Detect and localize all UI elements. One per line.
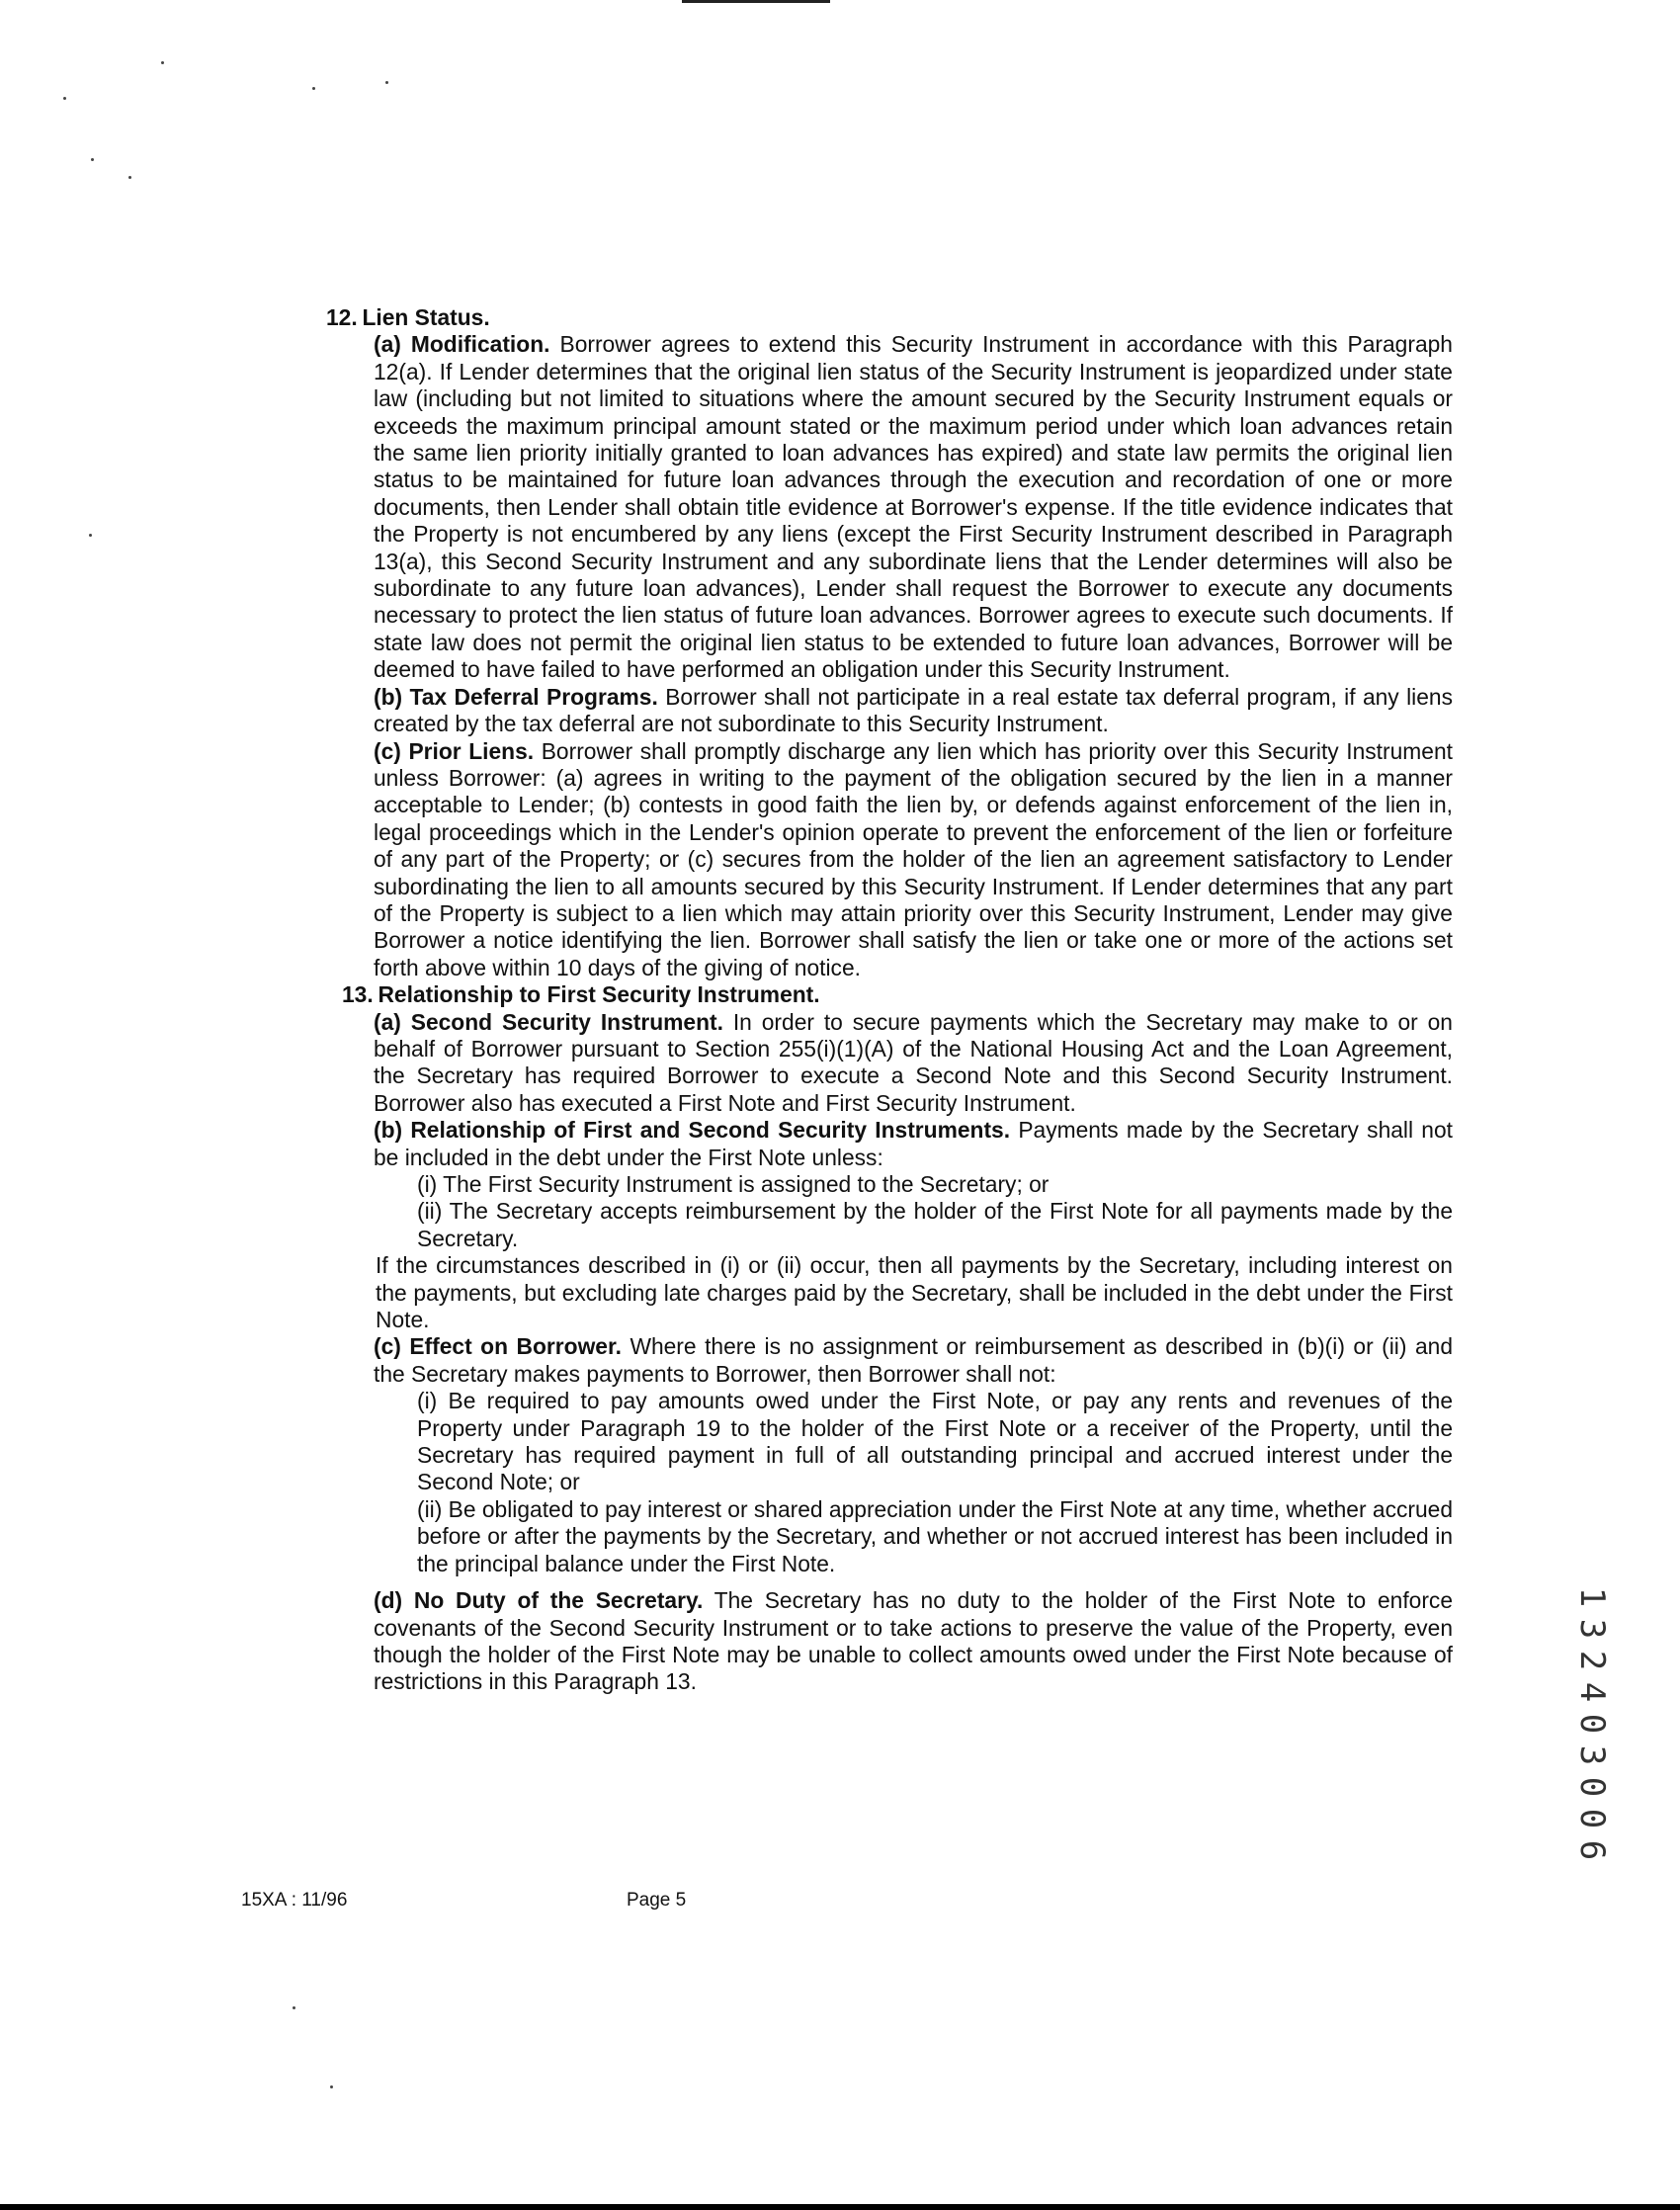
side-stamp-digit: 0 [1572,1808,1612,1829]
scan-artifact-top [682,0,830,3]
section-13d-label: (d) No Duty of the Secretary. [374,1587,704,1614]
scan-speck [312,87,315,90]
scan-speck [385,81,388,84]
section-12b-text: Borrower shall not participate in a real estate tax deferral program, if any liens created by the tax deferral are not subordinate to this Security Instrument. [374,683,1453,737]
section-12-heading [326,304,1453,331]
section-12b-label: (b) Tax Deferral Programs. [374,683,658,710]
section-13a-label: (a) Second Security Instrument. [374,1008,723,1035]
section-13b-after: If the circumstances described in (i) or (ii) occur, then all payments by the Secretary, including interest on the payments, but excluding late charges paid by the Secretary, shall be included in the debt under the First Note. [376,1252,1453,1333]
scan-speck [128,176,131,179]
section-12-number: 12. [326,304,358,330]
section-13b [374,1117,1453,1171]
side-stamp-number [1567,1581,1617,1866]
side-stamp-digit: 6 [1572,1839,1612,1861]
section-13c [374,1333,1453,1388]
form-code: 15XA : 11/96 [241,1890,348,1911]
section-13d-text: The Secretary has no duty to the holder of the First Note to enforce covenants of the Second Security Instrument or to take actions to preserve the value of the Property, even though the holder of the First Note may be unable to collect amounts owed under the First Note because of restrictions in this Paragraph 13. [374,1587,1453,1695]
scan-artifact-bottom [0,2204,1680,2210]
section-13-title: Relationship to First Security Instrument. [378,981,820,1008]
scan-speck [63,97,66,100]
section-13b-label: (b) Relationship of First and Second Security Instruments. [374,1117,1011,1144]
page-number: Page 5 [627,1890,687,1911]
side-stamp-digit: 1 [1572,1586,1612,1608]
section-13b-item-ii: (ii) The Secretary accepts reimbursement by the holder of the First Note for all payments made by the Secretary. [417,1198,1453,1251]
section-12a-text: Borrower agrees to extend this Security Instrument in accordance with this Paragraph 12(a). If Lender determines that the original lien status of the Security Instrument is jeopardized under state law (including but not limited to situations where the amount secured by the Security Instrument equals or exceeds the maximum principal amount stated or the maximum period under which loan advances retain the same lien priority initially granted to loan advances has expired) and state law permits the original lien status to be maintained for future loan advances through the execution and recordation of one or more documents, then Lender shall obtain title evidence at Borrower's expense. If the title evidence indicates that the Property is not encumbered by any liens (except the First Security Instrument described in Paragraph 13(a), this Second Security Instrument and any subordinate liens that the Lender determines will also be subordinate to any future loan advances), Lender shall request the Borrower to execute any documents necessary to protect the lien status of future loan advances. Borrower agrees to execute such documents. If state law does not permit the original lien status to be extended to future loan advances, Borrower will be deemed to have failed to have performed an obligation under this Security Instrument. [374,331,1453,683]
section-12a-label: (a) Modification. [374,331,550,358]
side-stamp-digit: 0 [1572,1776,1612,1798]
section-12c-label: (c) Prior Liens. [374,737,535,764]
section-12c [374,738,1453,982]
side-stamp-digit: 3 [1572,1618,1612,1640]
section-13-heading [342,981,1453,1008]
scan-speck [330,2085,333,2088]
section-13a-text: In order to secure payments which the Secretary may make to or on behalf of Borrower pursuant to Section 255(i)(1)(A) of the National Housing Act and the Loan Agreement, the Secretary has required Borrower to execute a Second Note and this Second Security Instrument. Borrower also has executed a First Note and First Security Instrument. [374,1008,1453,1116]
section-13c-label: (c) Effect on Borrower. [374,1333,622,1360]
side-stamp-digit: 3 [1572,1744,1612,1766]
document-body [326,304,1453,1696]
page-footer [241,1890,687,1912]
side-stamp-digit: 2 [1572,1650,1612,1671]
section-13a [374,1009,1453,1118]
scan-speck [91,158,94,161]
section-13c-item-ii: (ii) Be obligated to pay interest or shared appreciation under the First Note at any time, whether accrued before or after the payments by the Secretary, and whether or not accrued interest has been included in the principal balance under the First Note. [417,1495,1453,1576]
section-13b-item-i: (i) The First Security Instrument is assigned to the Secretary; or [417,1171,1050,1197]
section-12b [374,684,1453,738]
side-stamp-digit: 0 [1572,1713,1612,1735]
scan-speck [89,534,92,537]
section-12a [374,331,1453,683]
section-13c-item-i: (i) Be required to pay amounts owed under the First Note, or pay any rents and revenues of the Property under Paragraph 19 to the holder of the First Note or a receiver of the Property, until the Secretary has required payment in full of all outstanding principal and accrued interest under the Second Note; or [417,1388,1453,1495]
section-13d [374,1587,1453,1696]
section-12-title: Lien Status. [362,304,490,330]
scan-speck [293,2006,295,2009]
section-13-number: 13. [342,981,374,1008]
scan-speck [161,61,164,64]
section-13b-text: Payments made by the Secretary shall not be included in the debt under the First Note unless: [374,1117,1453,1170]
side-stamp-digit: 4 [1572,1681,1612,1703]
section-13c-text: Where there is no assignment or reimbursement as described in (b)(i) or (ii) and the Secretary makes payments to Borrower, then Borrower shall not: [374,1333,1453,1387]
section-12c-text: Borrower shall promptly discharge any lien which has priority over this Security Instrument unless Borrower: (a) agrees in writing to the payment of the obligation secured by the lien in a manner acceptable to Lender; (b) contests in good faith the lien by, or defends against enforcement of the lien in, legal proceedings which in the Lender's opinion operate to prevent the enforcement of the lien or forfeiture of any part of the Property; or (c) secures from the holder of the lien an agreement satisfactory to Lender subordinating the lien to all amounts secured by this Security Instrument. If Lender determines that any part of the Property is subject to a lien which may attain priority over this Security Instrument, Lender may give Borrower a notice identifying the lien. Borrower shall satisfy the lien or take one or more of the actions set forth above within 10 days of the giving of notice. [374,737,1453,980]
